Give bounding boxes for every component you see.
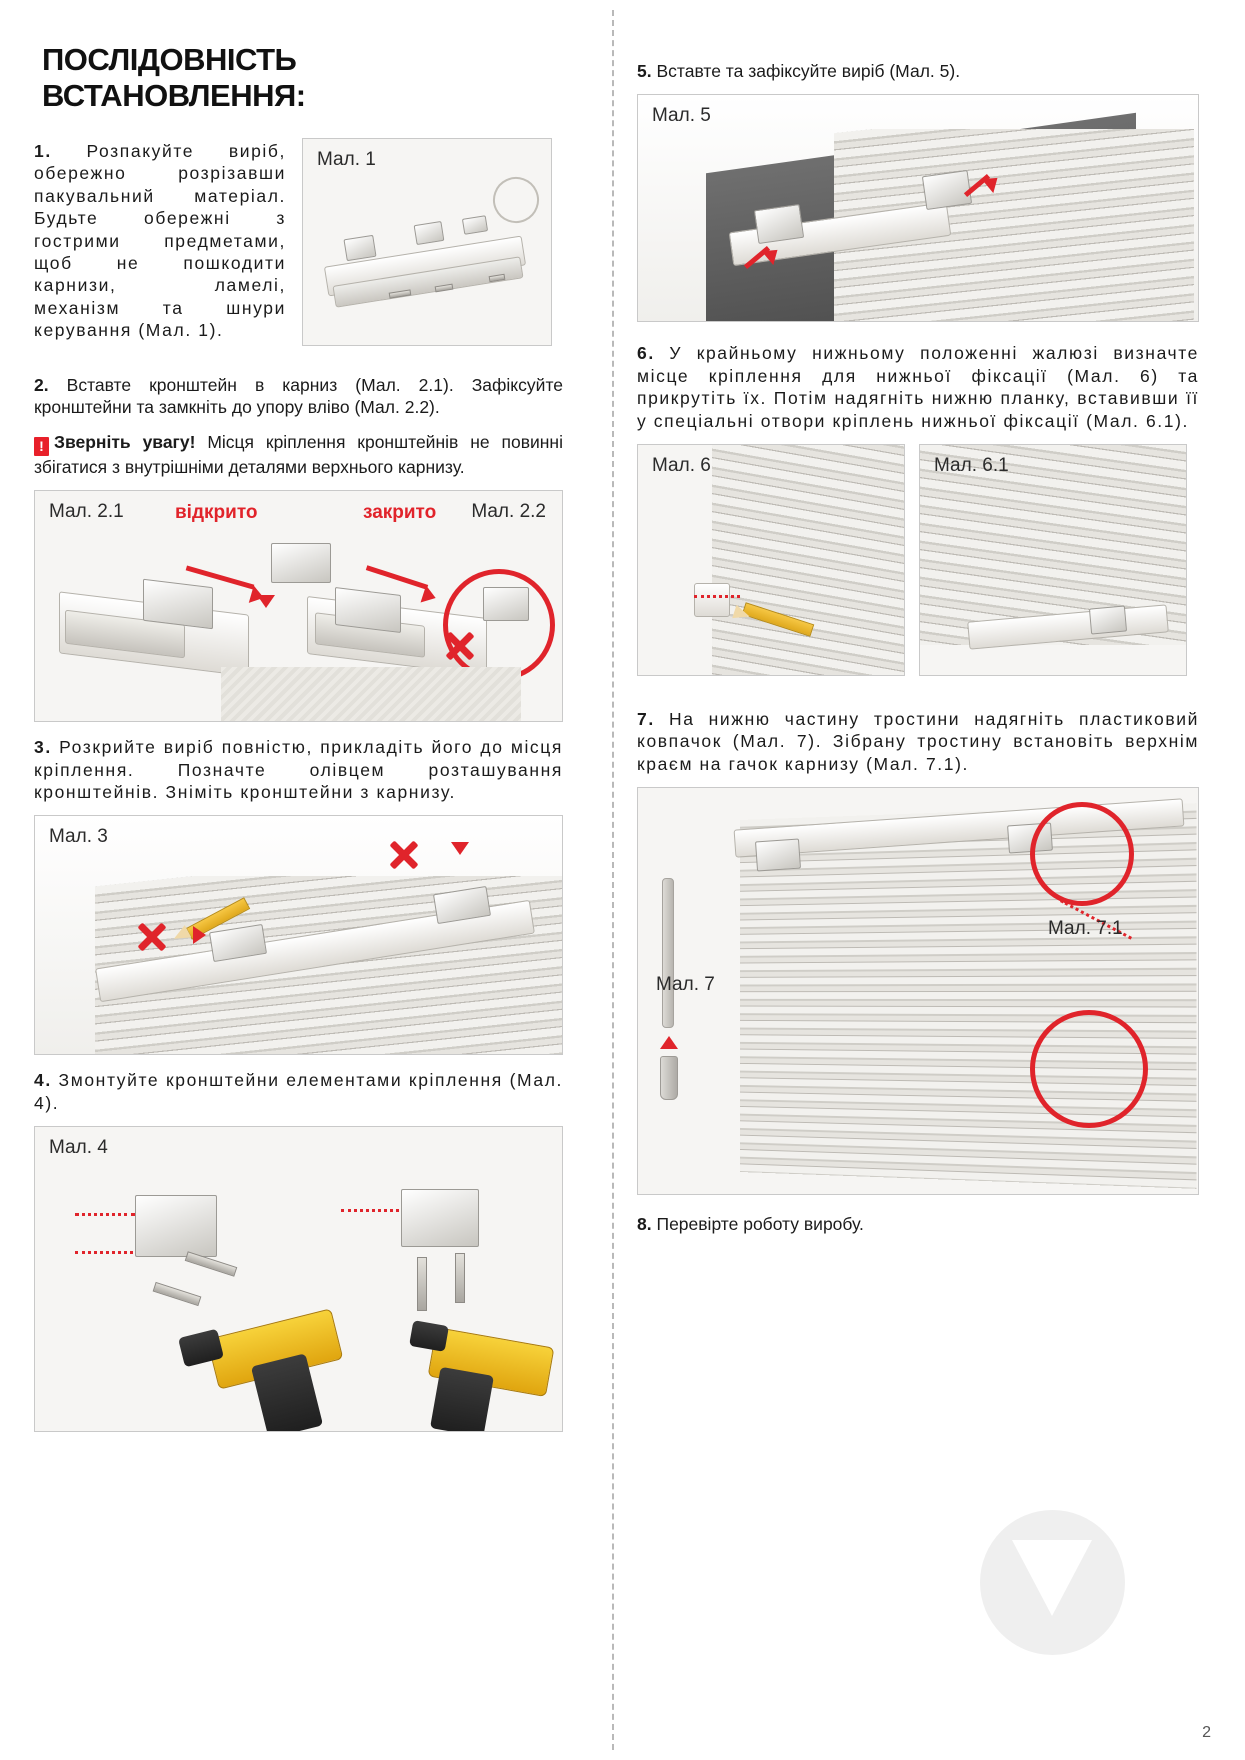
highlight-circle-bottom	[1030, 1010, 1148, 1128]
figure-21-caption: Мал. 2.1	[49, 501, 124, 523]
screw-icon	[153, 1282, 202, 1306]
bracket-right	[401, 1189, 479, 1247]
figure-5-caption: Мал. 5	[652, 105, 711, 127]
highlight-circle-top	[1030, 802, 1134, 906]
watermark-logo	[980, 1510, 1125, 1655]
cross-mark-icon	[387, 838, 421, 872]
figure-3	[34, 815, 563, 1055]
page-title: ПОСЛІДОВНІСТЬ ВСТАНОВЛЕННЯ:	[42, 42, 306, 113]
right-column	[579, 26, 1199, 1738]
figure-61-caption: Мал. 6.1	[934, 454, 1009, 476]
step6-number: 6.	[637, 343, 655, 364]
figure-2	[34, 490, 563, 722]
step6-text	[637, 342, 1199, 432]
figure-7	[637, 787, 1199, 1195]
figure-6	[637, 444, 905, 676]
guide-dots	[75, 1251, 133, 1254]
step2-body: Вставте кронштейн в карниз (Мал. 2.1). Зафіксуйте кронштейни та замкніть до упору вліво (Мал. 2.2).	[34, 375, 563, 418]
control-cord	[487, 171, 546, 230]
screw-icon	[455, 1253, 465, 1303]
bracket-part	[414, 221, 445, 245]
step3-text	[34, 736, 563, 803]
figure-22-caption: Мал. 2.2	[471, 501, 546, 523]
guide-dots	[694, 595, 740, 598]
blinds-slats	[712, 445, 905, 676]
arrow-stem	[366, 565, 428, 590]
cross-mark-icon	[135, 920, 169, 954]
bracket-part	[343, 235, 376, 261]
figure-3-caption: Мал. 3	[49, 826, 108, 848]
step1-text	[34, 140, 286, 342]
step5-body: Вставте та зафіксуйте виріб (Мал. 5).	[656, 61, 961, 81]
screw-icon	[417, 1257, 427, 1311]
step3-number: 3.	[34, 737, 52, 758]
figure-1	[302, 138, 552, 346]
bracket-left	[755, 839, 801, 872]
figure-4	[34, 1126, 563, 1432]
figure-1-caption: Мал. 1	[317, 149, 376, 170]
step7-text	[637, 708, 1199, 775]
bracket-left	[135, 1195, 217, 1257]
left-column	[34, 26, 579, 1738]
step1-block	[34, 138, 563, 360]
figure-61	[919, 444, 1187, 676]
figure-7-caption: Мал. 7	[656, 974, 715, 996]
bottom-rail	[694, 583, 730, 617]
guide-dots	[341, 1209, 399, 1212]
figure-6-row	[637, 444, 1199, 690]
bracket-left	[754, 204, 804, 244]
step7-number: 7.	[637, 708, 655, 729]
bracket-right	[922, 170, 972, 210]
step1-body: Розпакуйте виріб, обережно розрізавши пакувальний матеріал. Будьте обережні з гострими предметами, щоб не пошкодити карнизи, ламелі, механізм та шнури керування (Мал. 1).	[34, 141, 286, 341]
step4-text	[34, 1069, 563, 1114]
warning-label: Зверніть увагу!	[54, 431, 196, 452]
drill-chuck	[409, 1320, 449, 1352]
step4-body: Змонтуйте кронштейни елементами кріплення (Мал. 4).	[34, 1070, 563, 1113]
figure-5	[637, 94, 1199, 322]
step2-warning	[34, 431, 563, 478]
step2-block	[34, 374, 563, 478]
cross-mark-icon	[443, 629, 477, 663]
tilt-wand	[662, 878, 674, 1028]
page-number: 2	[1202, 1724, 1211, 1741]
bracket-part	[462, 215, 488, 235]
exclamation-flag-icon: !	[34, 437, 49, 456]
guide-dots	[75, 1213, 135, 1216]
screw-part	[435, 284, 454, 293]
step3-body: Розкрийте виріб повністю, прикладіть його до місця кріплення. Позначте олівцем розташування кронштейнів. Зніміть кронштейни з карнизу.	[34, 737, 563, 802]
step6-body: У крайньому нижньому положенні жалюзі визначте місце кріплення для нижньої фіксації (Мал. 6) та прикрутіть їх. Потім надягніть нижню планку, вставивши її у спеціальні отвори кріплень нижньої фіксації (Мал. 6.1).	[637, 343, 1199, 431]
wall-texture	[221, 667, 521, 722]
blinds-area	[712, 445, 905, 676]
bottom-fix-bracket	[1089, 605, 1127, 634]
warning-body: Місця кріплення кронштейнів не повинні збігатися з внутрішніми деталями верхнього карнизу.	[34, 431, 563, 477]
plastic-cap	[660, 1056, 678, 1100]
step1-number: 1.	[34, 141, 52, 161]
column-divider	[612, 10, 614, 1750]
step5-text	[637, 60, 1199, 82]
step8-number: 8.	[637, 1214, 652, 1235]
step2-number: 2.	[34, 375, 49, 395]
highlight-circle	[443, 569, 555, 681]
arrow-down-icon	[451, 842, 469, 855]
step8-text	[637, 1213, 1199, 1235]
figure-6-caption: Мал. 6	[652, 454, 711, 476]
bracket-left	[143, 579, 213, 630]
step4-number: 4.	[34, 1070, 52, 1091]
bracket-floating	[271, 543, 331, 583]
figure-4-caption: Мал. 4	[49, 1137, 108, 1159]
arrow-up-icon	[660, 1036, 678, 1049]
figure-71-caption: Мал. 7.1	[1048, 918, 1123, 940]
drill-grip	[430, 1367, 494, 1432]
label-open: відкрито	[175, 502, 258, 524]
step5-number: 5.	[637, 61, 652, 81]
step2-text	[34, 374, 563, 419]
arrow-right-icon	[193, 926, 206, 944]
step7-body: На нижню частину тростини надягніть пластиковий ковпачок (Мал. 7). Зібрану тростину встановіть верхнім краєм на гачок карнизу (Мал. 7.1).	[637, 708, 1199, 774]
label-closed: закрито	[363, 502, 437, 524]
step8-body: Перевірте роботу виробу.	[656, 1214, 864, 1235]
